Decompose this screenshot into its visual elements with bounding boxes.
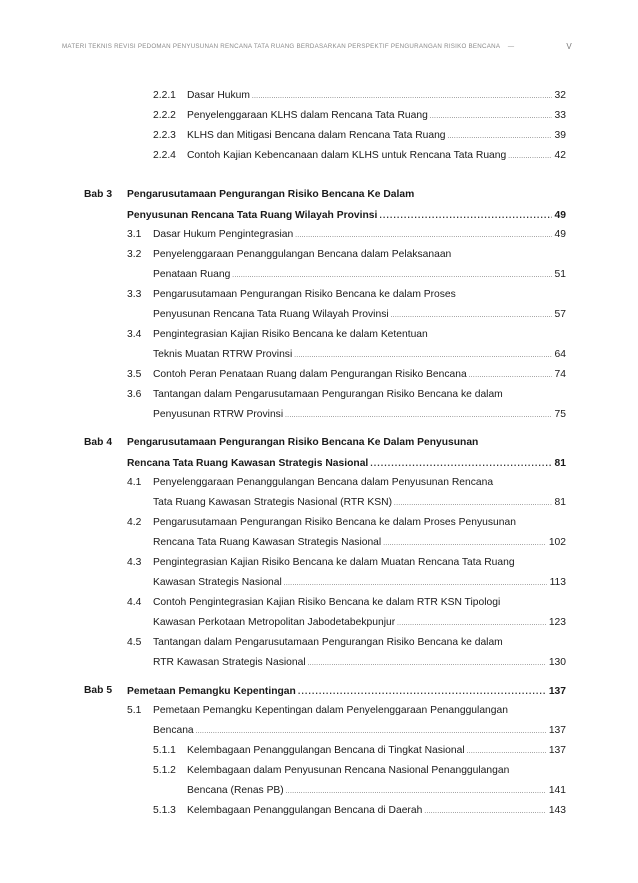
toc-entry-title: Pengarusutamaan Pengurangan Risiko Bencana Ke Dalam Penyusunan <box>127 437 479 448</box>
toc-entry <box>0 573 638 593</box>
toc-entry-number: 3.1 <box>127 229 142 240</box>
toc-entry <box>0 225 638 245</box>
toc-entry-number: 4.3 <box>127 557 142 568</box>
toc-entry-page: 143 <box>548 805 566 816</box>
toc-entry-number: 2.2.2 <box>153 110 176 121</box>
toc-entry <box>0 325 638 345</box>
toc-entry-number: 2.2.1 <box>153 90 176 101</box>
toc-entry-page: 123 <box>548 617 566 628</box>
toc-entry-page: 141 <box>548 785 566 796</box>
toc-entry-title: Tantangan dalam Pengarusutamaan Pengurangan Risiko Bencana ke dalam <box>153 637 503 648</box>
toc-entry-title: Pengarusutamaan Pengurangan Risiko Bencana ke dalam Proses <box>153 289 456 300</box>
toc-entry-title: Kawasan Strategis Nasional <box>153 577 282 588</box>
toc-entry-title: Pengintegrasian Kajian Risiko Bencana ke dalam Ketentuan <box>153 329 428 340</box>
toc-entry-title: Penyusunan Rencana Tata Ruang Wilayah Provinsi <box>127 210 378 221</box>
toc-entry <box>0 453 638 473</box>
toc-leader-dots <box>284 574 547 594</box>
toc-entry-title: Kelembagaan dalam Penyusunan Rencana Nasional Penanggulangan <box>187 765 510 776</box>
toc-leader-dots <box>379 205 551 225</box>
toc-entry-title: Pemetaan Pemangku Kepentingan <box>127 686 296 697</box>
toc-entry <box>0 405 638 425</box>
toc-entry-title: Penyusunan Rencana Tata Ruang Wilayah Provinsi <box>153 309 389 320</box>
toc-leader-dots <box>397 614 546 634</box>
toc-entry-number: 2.2.3 <box>153 130 176 141</box>
toc-entry-title: Tantangan dalam Pengarusutamaan Pengurangan Risiko Bencana ke dalam <box>153 389 503 400</box>
toc-entry-page: 32 <box>554 90 566 101</box>
toc-entry-title: Pengarusutamaan Pengurangan Risiko Bencana ke dalam Proses Penyusunan <box>153 517 516 528</box>
toc-entry-title: Rencana Tata Ruang Kawasan Strategis Nasional <box>127 458 369 469</box>
toc-entry <box>0 146 638 166</box>
toc-entry-number: 2.2.4 <box>153 150 176 161</box>
toc-entry-page: 75 <box>554 409 566 420</box>
toc-leader-dots <box>370 453 551 473</box>
toc-leader-dots <box>196 722 546 742</box>
toc-leader-dots <box>308 654 546 674</box>
toc-entry <box>0 653 638 673</box>
toc-entry <box>0 245 638 265</box>
toc-entry <box>0 265 638 285</box>
toc-leader-dots <box>394 494 551 514</box>
toc-entry-title: Contoh Pengintegrasian Kajian Risiko Bencana ke dalam RTR KSN Tipologi <box>153 597 501 608</box>
toc-entry <box>0 106 638 126</box>
toc-entry-page: 130 <box>548 657 566 668</box>
toc-entry-title: Penyelenggaraan KLHS dalam Rencana Tata Ruang <box>187 110 428 121</box>
toc-entry-page: 49 <box>554 210 566 221</box>
toc-entry <box>0 365 638 385</box>
toc-entry <box>0 721 638 741</box>
toc-entry-title: Contoh Kajian Kebencanaan dalam KLHS untuk Rencana Tata Ruang <box>187 150 507 161</box>
toc-entry-number: 4.4 <box>127 597 142 608</box>
toc-entry-title: Penyelenggaraan Penanggulangan Bencana dalam Pelaksanaan <box>153 249 452 260</box>
toc-entry-page: 81 <box>554 497 566 508</box>
toc-entry-number: 3.6 <box>127 389 142 400</box>
toc-entry-page: 57 <box>554 309 566 320</box>
toc-leader-dots <box>391 306 552 326</box>
toc-entry-page: 137 <box>548 745 566 756</box>
toc-leader-dots <box>295 226 551 246</box>
toc-entry-title: Bencana (Renas PB) <box>187 785 284 796</box>
toc-entry-number: Bab 4 <box>84 437 113 448</box>
toc-entry-title: Teknis Muatan RTRW Provinsi <box>153 349 293 360</box>
toc-leader-dots <box>508 147 551 167</box>
toc-leader-dots <box>252 87 552 107</box>
toc-entry <box>0 205 638 225</box>
toc-leader-dots <box>232 266 551 286</box>
toc-entry <box>0 593 638 613</box>
toc-leader-dots <box>430 107 552 127</box>
toc-entry-page: 113 <box>549 577 566 588</box>
toc-entry <box>0 473 638 493</box>
toc-entry-number: 4.2 <box>127 517 142 528</box>
toc-entry-page: 33 <box>554 110 566 121</box>
toc-entry-page: 137 <box>548 686 566 697</box>
toc-leader-dots <box>469 366 552 386</box>
toc-entry <box>0 433 638 453</box>
toc-entry-title: Kelembagaan Penanggulangan Bencana di Daerah <box>187 805 423 816</box>
toc-entry-title: Penyelenggaraan Penanggulangan Bencana dalam Penyusunan Rencana <box>153 477 494 488</box>
toc-leader-dots <box>448 127 552 147</box>
toc-entry <box>0 533 638 553</box>
toc-entry-number: 5.1.2 <box>153 765 176 776</box>
toc-entry <box>0 126 638 146</box>
toc-entry-number: Bab 3 <box>84 189 113 200</box>
toc-entry-page: 51 <box>554 269 566 280</box>
toc-entry-number: 3.3 <box>127 289 142 300</box>
toc-entry-number: 3.2 <box>127 249 142 260</box>
toc-leader-dots <box>424 802 546 822</box>
header-title: MATERI TEKNIS REVISI PEDOMAN PENYUSUNAN RENCANA TATA RUANG BERDASARKAN PERSPEKTIF PENGURANGAN RISIKO BENCANA <box>62 43 500 50</box>
toc-entry <box>0 781 638 801</box>
toc-entry-page: 137 <box>548 725 566 736</box>
toc-entry <box>0 385 638 405</box>
toc-entry <box>0 613 638 633</box>
toc-entry-title: Dasar Hukum <box>187 90 250 101</box>
toc-entry <box>0 493 638 513</box>
toc-entry-number: 3.5 <box>127 369 142 380</box>
toc-entry-page: 74 <box>554 369 566 380</box>
toc-entry-title: Penataan Ruang <box>153 269 231 280</box>
toc-entry-title: Penyusunan RTRW Provinsi <box>153 409 284 420</box>
toc-entry <box>0 185 638 205</box>
toc-entry <box>0 345 638 365</box>
toc-entry <box>0 741 638 761</box>
toc-entry-number: Bab 5 <box>84 685 113 696</box>
toc-entry <box>0 633 638 653</box>
running-header <box>62 43 576 55</box>
toc-entry-title: Pengintegrasian Kajian Risiko Bencana ke dalam Muatan Rencana Tata Ruang <box>153 557 515 568</box>
header-page-number: V <box>566 42 572 51</box>
toc-entry-title: Kawasan Perkotaan Metropolitan Jabodetabekpunjur <box>153 617 396 628</box>
toc-entry-title: Pengarusutamaan Pengurangan Risiko Bencana Ke Dalam <box>127 189 415 200</box>
toc-entry <box>0 513 638 533</box>
toc-entry-number: 5.1.3 <box>153 805 176 816</box>
toc-entry-title: Contoh Peran Penataan Ruang dalam Pengurangan Risiko Bencana <box>153 369 467 380</box>
toc-entry-title: Tata Ruang Kawasan Strategis Nasional (RTR KSN) <box>153 497 393 508</box>
toc-entry-title: Kelembagaan Penanggulangan Bencana di Tingkat Nasional <box>187 745 465 756</box>
toc-entry-title: RTR Kawasan Strategis Nasional <box>153 657 306 668</box>
toc-entry-title: Bencana <box>153 725 194 736</box>
toc-entry <box>0 86 638 106</box>
toc-entry-number: 5.1.1 <box>153 745 176 756</box>
toc-entry-title: KLHS dan Mitigasi Bencana dalam Rencana Tata Ruang <box>187 130 446 141</box>
toc-leader-dots <box>467 742 546 762</box>
toc-entry-page: 81 <box>554 458 566 469</box>
toc-entry <box>0 761 638 781</box>
toc-entry-page: 64 <box>554 349 566 360</box>
toc-entry <box>0 681 638 701</box>
toc-entry-page: 42 <box>554 150 566 161</box>
toc-entry-title: Pemetaan Pemangku Kepentingan dalam Penyelenggaraan Penanggulangan <box>153 705 508 716</box>
toc-entry <box>0 553 638 573</box>
toc-leader-dots <box>286 782 546 802</box>
toc-entry-number: 4.5 <box>127 637 142 648</box>
toc-entry <box>0 701 638 721</box>
toc-entry <box>0 305 638 325</box>
header-dash: — <box>507 43 515 50</box>
toc-entry-number: 4.1 <box>127 477 142 488</box>
toc-entry <box>0 801 638 821</box>
toc-entry-number: 3.4 <box>127 329 142 340</box>
toc-entry-title: Rencana Tata Ruang Kawasan Strategis Nasional <box>153 537 382 548</box>
toc-leader-dots <box>285 406 551 426</box>
toc-leader-dots <box>294 346 551 366</box>
toc-entry-title: Dasar Hukum Pengintegrasian <box>153 229 294 240</box>
toc-leader-dots <box>298 681 546 701</box>
toc-leader-dots <box>383 534 546 554</box>
toc-entry-page: 49 <box>554 229 566 240</box>
toc-entry <box>0 285 638 305</box>
toc-entry-number: 5.1 <box>127 705 142 716</box>
toc-entry-page: 39 <box>554 130 566 141</box>
toc-entry-page: 102 <box>548 537 566 548</box>
